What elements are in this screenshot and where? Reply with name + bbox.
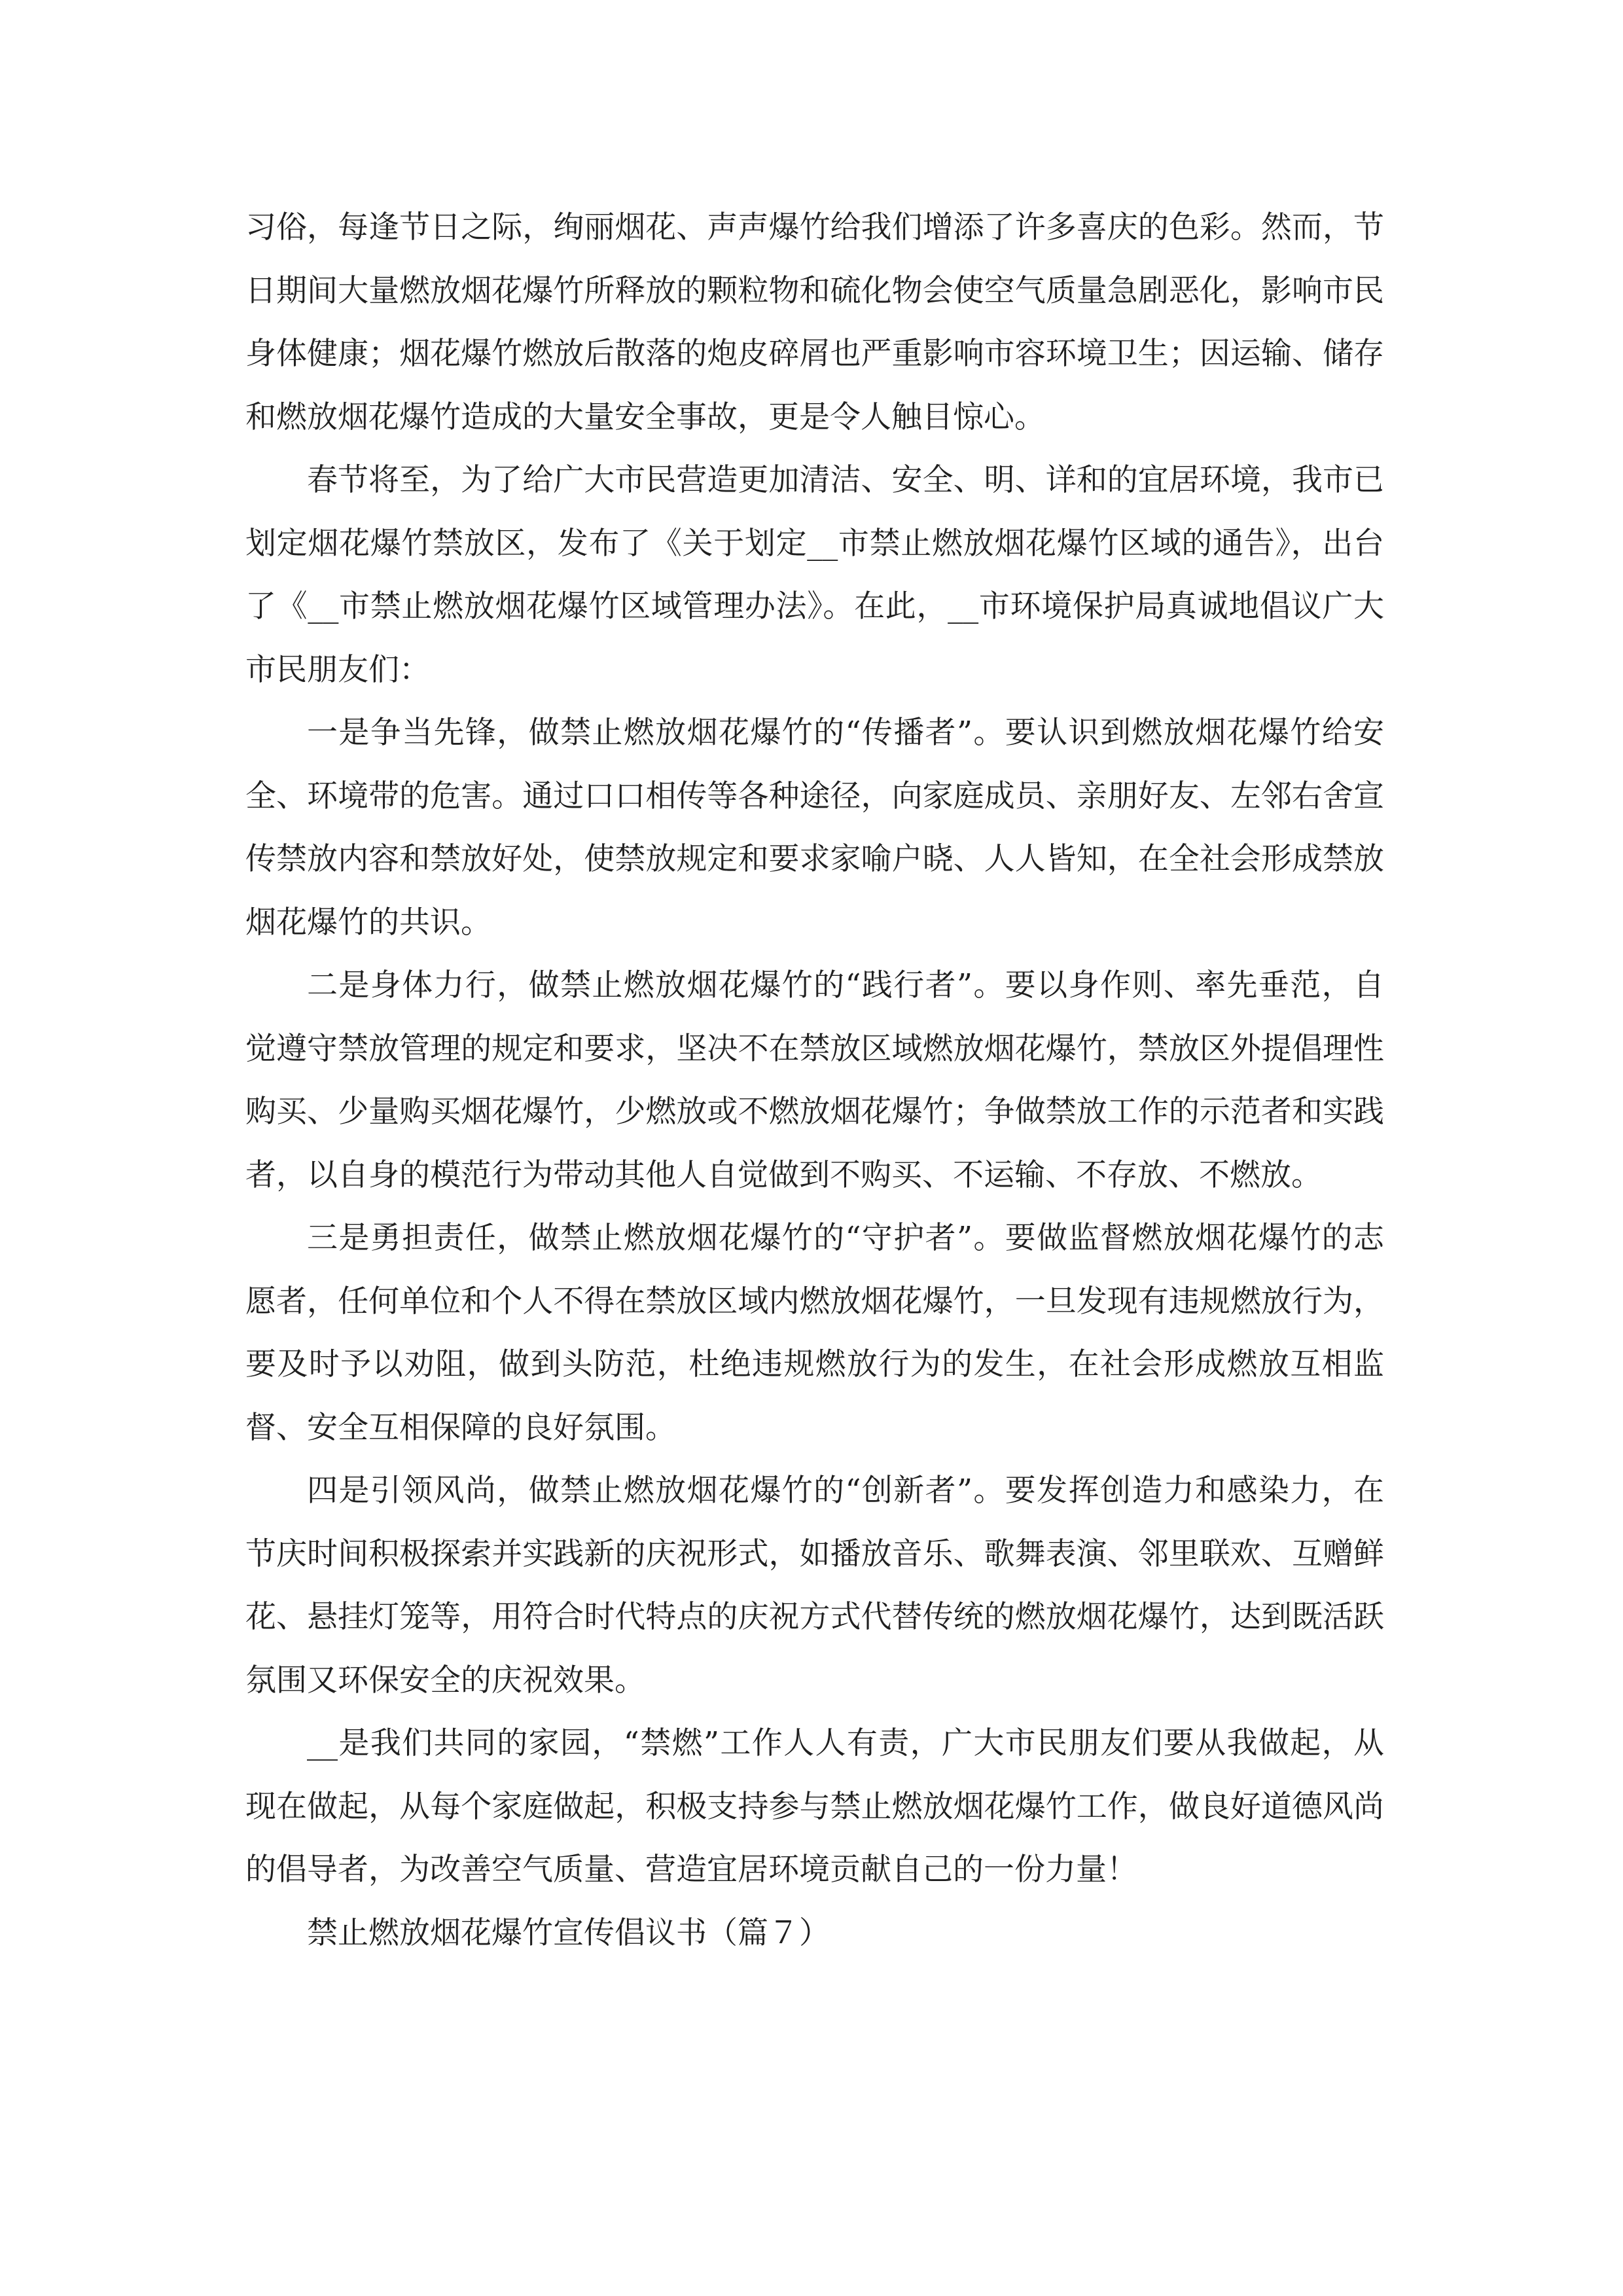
- paragraph-point-four: 四是引领风尚，做禁止燃放烟花爆竹的“创新者”。要发挥创造力和感染力，在节庆时间积极探索并实践新的庆祝形式，如播放音乐、歌舞表演、邻里联欢、互赠鲜花、悬挂灯笼等，用符合时代特点的庆祝方式代替传统的燃放烟花爆竹，达到既活跃氛围又环保安全的庆祝效果。: [245, 1473, 1384, 1698]
- paragraph-point-one: 一是争当先锋，做禁止燃放烟花爆竹的“传播者”。要认识到燃放烟花爆竹给安全、环境带的危害。通过口口相传等各种途径，向家庭成员、亲朋好友、左邻右舍宣传禁放内容和禁放好处，使禁放规定和要求家喻户晓、人人皆知，在全社会形成禁放烟花爆竹的共识。: [245, 715, 1384, 941]
- paragraph-point-three: 三是勇担责任，做禁止燃放烟花爆竹的“守护者”。要做监督燃放烟花爆竹的志愿者，任何单位和个人不得在禁放区域内燃放烟花爆竹，一旦发现有违规燃放行为，要及时予以劝阻，做到头防范，杜绝违规燃放行为的发生，在社会形成燃放互相监督、安全互相保障的良好氛围。: [245, 1220, 1384, 1446]
- paragraph-proposal-intro: 春节将至，为了给广大市民营造更加清洁、安全、明、详和的宜居环境，我市已划定烟花爆竹禁放区，发布了《关于划定__市禁止燃放烟花爆竹区域的通告》，出台了《__市禁止燃放烟花爆竹区域管理办法》。在此，__市环境保护局真诚地倡议广大市民朋友们：: [245, 462, 1384, 688]
- paragraph-closing: __是我们共同的家园，“禁燃”工作人人有责，广大市民朋友们要从我做起，从现在做起，从每个家庭做起，积极支持参与禁止燃放烟花爆竹工作，做良好道德风尚的倡导者，为改善空气质量、营造宜居环境贡献自己的一份力量！: [245, 1725, 1384, 1888]
- document-body: [245, 196, 1384, 1965]
- paragraph-point-two: 二是身体力行，做禁止燃放烟花爆竹的“践行者”。要以身作则、率先垂范，自觉遵守禁放管理的规定和要求，坚决不在禁放区域燃放烟花爆竹，禁放区外提倡理性购买、少量购买烟花爆竹，少燃放或不燃放烟花爆竹；争做禁放工作的示范者和实践者，以自身的模范行为带动其他人自觉做到不购买、不运输、不存放、不燃放。: [245, 967, 1384, 1193]
- next-section-heading: 禁止燃放烟花爆竹宣传倡议书（篇７）: [307, 1914, 830, 1951]
- paragraph-continued-intro: 习俗，每逢节日之际，绚丽烟花、声声爆竹给我们增添了许多喜庆的色彩。然而，节日期间大量燃放烟花爆竹所释放的颗粒物和硫化物会使空气质量急剧恶化，影响市民身体健康；烟花爆竹燃放后散落的炮皮碎屑也严重影响市容环境卫生；因运输、储存和燃放烟花爆竹造成的大量安全事故，更是令人触目惊心。: [245, 209, 1384, 435]
